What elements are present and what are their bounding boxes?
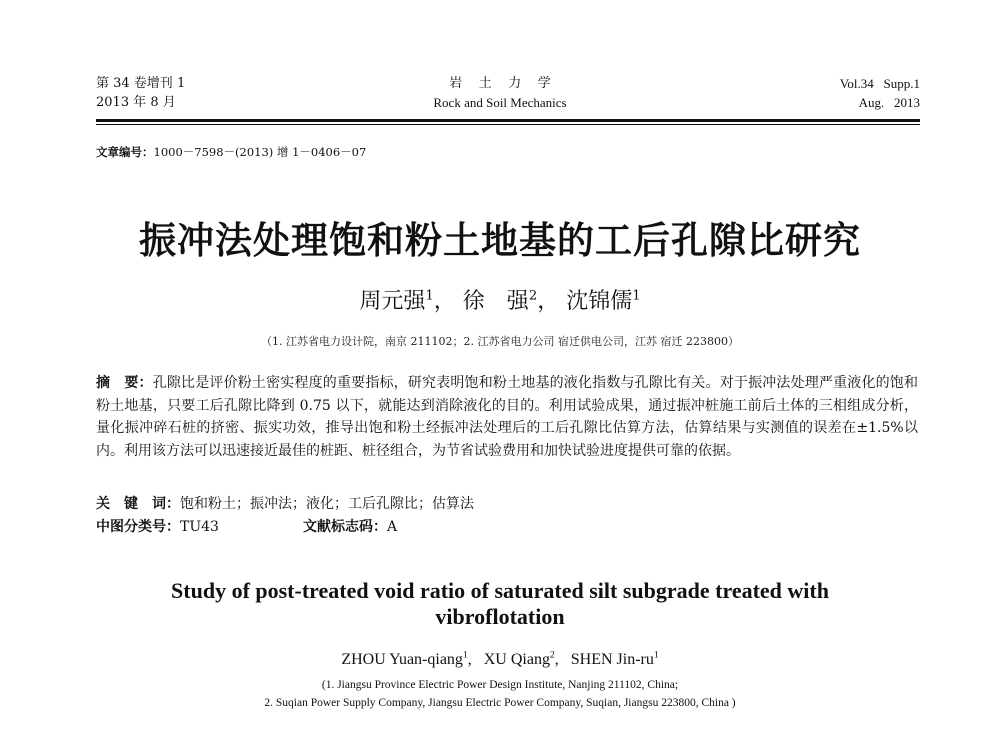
author-cn-2: 徐 强$^2$， xyxy=(462,288,560,314)
affiliation-en-line1: (1. Jiangsu Province Electric Power Design Institute, Nanjing 211102, China; xyxy=(321,679,679,691)
classification-value: TU43 xyxy=(180,519,219,535)
header-volume-cn: 第 34 卷增刊 1 xyxy=(96,76,186,91)
abstract-cn xyxy=(96,372,918,462)
affiliation-cn: （1. 江苏省电力设计院，南京 211102；2. 江苏省电力公司 宿迁供电公司，江苏 宿迁 223800） xyxy=(261,335,739,348)
header-right xyxy=(840,74,920,112)
keywords-label: 关 键 词： xyxy=(96,496,180,512)
affiliation-en-line2: 2. Suqian Power Supply Company, Jiangsu Electric Power Company, Suqian, Jiangsu 223800, China ) xyxy=(264,697,736,709)
header-rule-thick xyxy=(96,119,920,122)
header-date-en: Aug. 2013 xyxy=(858,95,920,110)
header-rule-thin xyxy=(96,124,920,125)
document-code-value: A xyxy=(387,519,398,535)
keywords-text: 饱和粉土；振冲法；液化；工后孔隙比；估算法 xyxy=(180,496,474,512)
author-en-3: SHEN Jin-$ru^1$ xyxy=(570,649,659,668)
title-en xyxy=(0,578,1000,630)
header-left xyxy=(96,74,185,112)
authors-en xyxy=(0,651,1000,669)
author-cn-1: 周元强$^1$， xyxy=(359,288,456,314)
keywords xyxy=(96,493,474,513)
document-code xyxy=(303,516,397,536)
article-number-value: 1000－7598－(2013) 增 1－0406－07 xyxy=(153,145,367,159)
title-en-line2: vibroflotation xyxy=(435,604,565,629)
header-date-cn: 2013 年 8 月 xyxy=(96,95,176,110)
classification xyxy=(96,516,219,536)
title-cn: 振冲法处理饱和粉土地基的工后孔隙比研究 xyxy=(139,219,861,262)
journal-name-cn: 岩 土 力 学 xyxy=(449,76,551,91)
abstract-text: 孔隙比是评价粉土密实程度的重要指标，研究表明饱和粉土地基的液化指数与孔隙比有关。对于振冲法处理严重液化的饱和粉土地基，只要工后孔隙比降到 0.75 以下，就能达到消除液化的目的。利用试验成果，通过振冲桩施工前后土体的三相组成分析，量化振冲碎石桩的挤密、振实功效，推导出饱和粉土经振冲法处理后的工后孔隙比估算方法，估算结果与实测值的误差在±1.5%以内。利用该方法可以迅速接近最佳的桩距、桩径组合，为节省试验费用和加快试验进度提供可靠的依据。 xyxy=(96,375,918,459)
abstract-label: 摘 要： xyxy=(96,375,153,391)
header-center xyxy=(300,74,700,112)
classification-label: 中图分类号： xyxy=(96,519,180,535)
journal-name-en: Rock and Soil Mechanics xyxy=(433,95,567,110)
article-number xyxy=(96,144,366,160)
title-en-line1: Study of post-treated void ratio of saturated silt subgrade treated with xyxy=(171,578,829,603)
article-number-label: 文章编号： xyxy=(96,145,154,159)
author-en-2: XU Qiang$^2$, xyxy=(483,649,571,668)
authors-cn xyxy=(0,284,1000,315)
document-code-label: 文献标志码： xyxy=(303,519,387,535)
author-en-1: ZHOU Yuan-qiang$^1$, xyxy=(341,649,484,668)
author-cn-3: 沈锦儒$^1$ xyxy=(566,288,641,314)
header-volume-en: Vol.34 Supp.1 xyxy=(839,76,920,91)
